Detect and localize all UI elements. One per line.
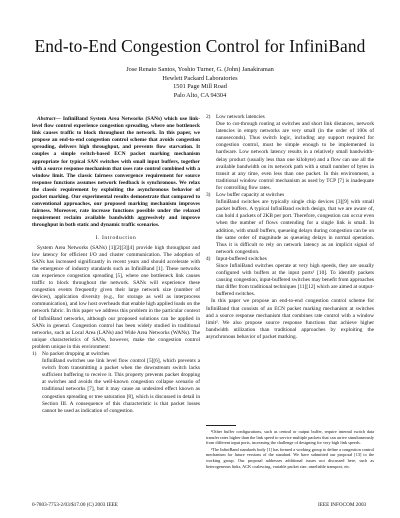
list-item — [206, 114, 374, 192]
abstract — [32, 116, 200, 230]
list-item-number: 4) — [206, 255, 211, 262]
list-item-text: Due to cut-through routing at switches and short link distances, network latencies in empty networks are very small (in the order of 100s of nanoseconds). Thus switch logic, including any support required for congestion control, must be simple enough to be implemented in hardware. Low network latency results in a relatively small bandwidth-delay product (usually less than one kilobyte) and a flow can use all the available bandwidth on its network path with a small number of bytes in transit at any time, even less than one packet. In this environment, a traditional window control mechanism as used by TCP [7] is inadequate for controlling flow rates. — [216, 121, 374, 191]
list-item-title: No packet dropping at switches — [42, 351, 110, 357]
address-line-2: Palo Alto, CA 94304 — [173, 91, 227, 99]
list-item-text: InfiniBand switches use link level flow control [5][6], which prevents a switch from transmitting a packet when the downstream switch lacks sufficient buffering to receive it. This property prevents packet dropping at switches and avoids the well-known congestion collapse scenario of traditional networks [7], but it may cause an undesired effect known as congestion spreading or tree saturation [8], which is discussed in detail in Section III. A consequence of this characteristic is that packet losses cannot be used as indication of congestion. — [42, 358, 200, 414]
author-block — [0, 66, 400, 100]
paper-title: End-to-End Congestion Control for InfiniBand — [34, 36, 366, 56]
copyright-footer: 0-7803-7753-2/03/$17.00 (C) 2003 IEEE — [32, 502, 118, 508]
list-item-text: Since InfiniBand switches operate at very high speeds, they are usually configured with buffers at the input ports¹ [10]. To identify packets causing congestion, input-buffered switches may benefit from approaches that differ from traditional techniques [11][12] which are aimed at output-buffered switches. — [216, 262, 374, 298]
author-names: Jose Renato Santos, Yoshio Turner, G. (John) Janakiraman — [126, 66, 274, 73]
list-item-title: Low network latencies — [216, 114, 265, 120]
list-item-title: Low buffer capacity at switches — [216, 192, 285, 199]
list-item-text: InfiniBand switches are typically single chip devices [3][9] with small packet buffers. A typical InfiniBand switch design, that we are aware of, can hold 4 packets of 2KB per port. Therefore, congestion can occur even when the number of flows contending for a single link is small. In addition, with small buffers, queueing delays during congestion can be on the same order of magnitude as queueing delays in normal operation. Thus it is difficult to rely on network latency as an implicit signal of network congestion. — [216, 199, 374, 255]
right-column — [206, 114, 374, 341]
list-item-number: 1) — [32, 351, 37, 357]
section-heading-introduction: I. Introduction — [95, 234, 137, 241]
address-line-1: 1501 Page Mill Road — [173, 83, 227, 91]
list-item — [32, 351, 200, 415]
list-item-number: 3) — [206, 192, 211, 199]
footnote-rule — [206, 425, 236, 426]
conference-footer: IEEE INFOCOM 2003 — [318, 502, 367, 508]
list-item-title: Input-buffered switches — [216, 255, 267, 262]
footnotes — [206, 425, 374, 470]
footnote-2: ²The InfiniBand standards body [1] has formed a working group to define a congestion control mechanism for future versions of the standard. We have submitted our proposal [13] to the working group. Our proposal addresses additional issues not discussed here, such as heterogeneous links, ACK coalescing, variable packet size, unreliable transport, etc. — [206, 446, 374, 469]
abstract-lead: Abstract— — [37, 116, 61, 122]
intro-closing-paragraph: In this paper we propose an end-to-end congestion control scheme for InfiniBand that consists of an ECN packet marking mechanism at switches and a source response mechanism that combines rate control with a window limit². We also propose source response functions that achieve higher bandwidth utilization than traditional approaches by exploiting the asynchronous behavior of packet marking. — [206, 298, 374, 340]
intro-paragraph: System Area Networks (SANs) [1][2][3][4] provide high throughput and low latency for efficient I/O and cluster communication. The adoption of SANs has increased significantly in recent years and should accelerate with the emergence of industry standards such as InfiniBand [1]. These networks can experience congestion spreading [5], where one bottleneck link causes traffic to block throughout the network. SANs will experience these congestion events frequently given their large network size (number of devices), application diversity (e.g., for storage as well as interprocess communication), and low host overheads that enable high applied loads on the network fabric. In this paper we address this problem in the particular context of InfiniBand networks, although our proposed solutions can be applied in SANs in general. Congestion control has been widely studied in traditional networks, such as Local Area (LANs) and Wide Area Networks (WANs). The unique characteristics of SANs, however, make the congestion control problem unique in this environment: — [32, 244, 200, 350]
abstract-text: InfiniBand System Area Networks (SANs) which use link-level flow control experience congestion spreading, where one bottleneck link causes traffic to block throughout the network. In this paper, we propose an end-to-end congestion control scheme that avoids congestion spreading, delivers high throughput, and prevents flow starvation. It couples a simple switch-based ECN packet marking mechanism appropriate for typical SAN switches with small input buffers, together with a source response mechanism that uses rate control combined with a window limit. The classic fairness convergence requirement for source response functions assumes network feedback is synchronous. We relax the classic requirement by exploiting the asynchronous behavior of packet marking. Our experimental results demonstrate that compared to conventional approaches, our proposed marking mechanism improves fairness. Moreover, rate increase functions possible under the relaxed requirement reclaim available bandwidth aggressively and improve throughput in both static and dynamic traffic scenarios. — [32, 116, 200, 229]
affiliation: Hewlett Packard Laboratories — [162, 74, 238, 82]
footnote-1: ¹Other buffer configurations, such as central or output buffer, require internal switch data transfer rates higher than the link speed to service multiple packets that can arrive simultaneously from different input ports, increasing the challenge of designing for very high link speeds. — [206, 429, 374, 446]
left-column — [32, 116, 200, 415]
list-item — [206, 192, 374, 256]
list-item — [206, 256, 374, 299]
list-item-number: 2) — [206, 114, 211, 120]
